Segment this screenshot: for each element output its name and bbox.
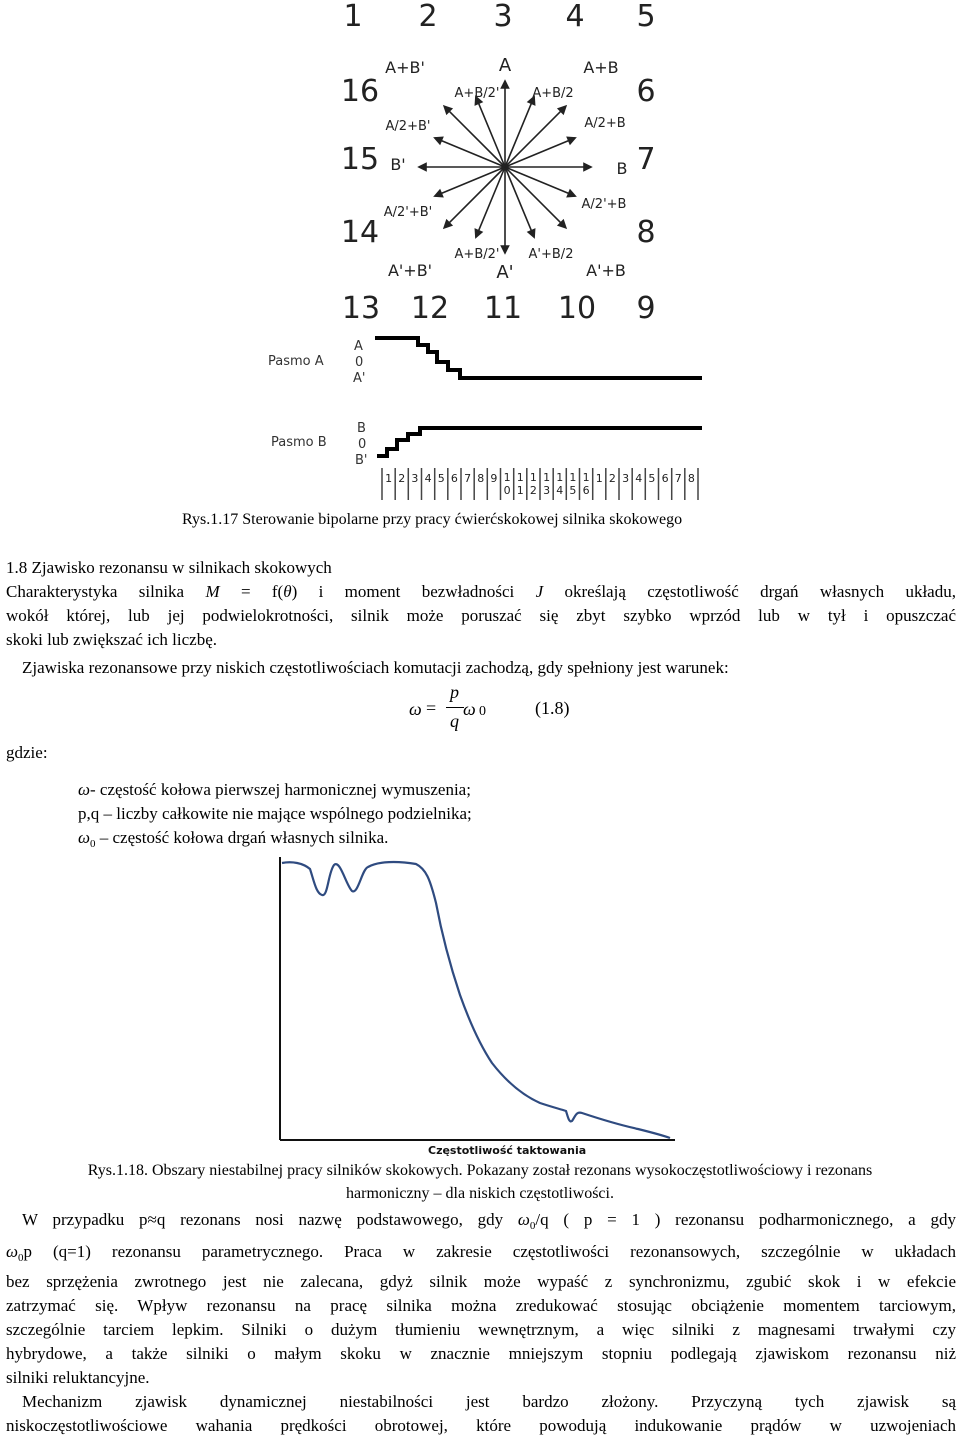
where-label: gdzie: (6, 743, 48, 762)
ray-arrowhead (435, 137, 443, 143)
subscript: 0 (18, 1252, 24, 1264)
ray-label: A+B' (385, 58, 425, 77)
ray-label: A/2+B (584, 116, 626, 131)
step-number-11: 11 (483, 291, 523, 326)
ray-label: A/2'+B' (383, 205, 433, 220)
equation-omega: ω (409, 699, 422, 719)
section-heading: 1.8 Zjawisko rezonansu w silnikach skokowych (6, 558, 332, 577)
symbol-omega: ω (6, 1242, 19, 1261)
stability-curve-figure (270, 855, 690, 1160)
phase-b-name: Pasmo B (271, 435, 327, 450)
text-fragment: /q ( p = 1 ) rezonansu podharmonicznego, a gdy (535, 1210, 956, 1229)
step-index-digit: 6 (450, 472, 458, 485)
step-index-digit: 1 (582, 471, 590, 484)
step-index-digit: 5 (569, 484, 577, 497)
phase-b-level-bottom: B' (355, 453, 368, 468)
stability-curve (282, 862, 670, 1138)
x-axis-label: Częstotliwość taktowania (428, 1144, 587, 1157)
step-index-digit: 3 (622, 472, 630, 485)
phase-a-level-bottom: A' (353, 371, 366, 386)
figure-2-caption-line-1: Rys.1.18. Obszary niestabilnej pracy silników skokowych. Pokazany został rezonans wysokoczęstotliwościowy i rezonans (87, 1162, 873, 1179)
body-line-3: bez sprzężenia zwrotnego jest nie zalecana, gdyż silnik może wypaść z synchronizmu, zgubić skok i w efekcie (6, 1272, 956, 1291)
paragraph-1-line-1 (6, 580, 956, 603)
ray-line (444, 167, 505, 228)
step-index-digit: 1 (595, 472, 603, 485)
ray-label: A+B (583, 58, 619, 77)
step-number-10: 10 (557, 291, 597, 326)
step-index-digit: 4 (424, 472, 432, 485)
step-index-digit: 4 (635, 472, 643, 485)
text-fragment: q rezonans nosi nazwę podstawowego, gdy (156, 1210, 518, 1229)
ray-label: A'+B/2 (528, 247, 574, 262)
step-index-digit: 3 (411, 472, 419, 485)
step-index-digit: 2 (529, 484, 537, 497)
subscript: 0 (90, 838, 96, 850)
text-fragment: Charakterystyka silnika (6, 582, 206, 601)
figure-1-caption: Rys.1.17 Sterowanie bipolarne przy pracy ćwierćskokowej silnika skokowego (182, 511, 683, 528)
equation-1-8 (0, 680, 960, 736)
ray-label: A' (496, 262, 514, 283)
equation-subscript: 0 (479, 704, 486, 719)
step-sequence-figure (0, 0, 960, 510)
definition-omega (78, 778, 948, 801)
text-fragment: = f( (219, 582, 284, 601)
step-index-digit: 3 (543, 484, 551, 497)
step-index-digit: 1 (503, 471, 511, 484)
step-index-digit: 1 (529, 471, 537, 484)
ray-arrowhead (567, 137, 575, 143)
text-fragment: - częstość kołowa pierwszej harmonicznej wymuszenia; (90, 780, 471, 799)
step-number-2: 2 (418, 0, 438, 34)
step-index-digit: 6 (661, 472, 669, 485)
phase-b-level-top: B (357, 421, 366, 436)
symbol-j: J (535, 582, 544, 601)
step-index-digit: 6 (582, 484, 590, 497)
body-line-8: Mechanizm zjawisk dynamicznej niestabilności jest bardzo złożony. Przyczyną tych zjawisk są (22, 1392, 956, 1411)
step-number-1: 1 (343, 0, 363, 34)
ray-label: A (498, 55, 512, 76)
body-line-4: zatrzymać się. Wpływ rezonansu na pracę silnika można zredukować stosując obciążenie momentem tarciowym, (6, 1296, 956, 1315)
ray-arrowhead (502, 246, 509, 253)
text-fragment: ) i moment bezwładności (291, 582, 536, 601)
phase-a-level-mid: 0 (355, 355, 364, 370)
symbol-omega: ω (517, 1210, 530, 1229)
symbol-omega: ω (78, 828, 91, 847)
step-index-digit: 8 (687, 472, 695, 485)
ray-line (505, 167, 566, 228)
step-index-digit: 1 (516, 484, 524, 497)
step-index-strip (382, 468, 698, 500)
ray-arrowhead (475, 229, 481, 237)
definition-pq: p,q – liczby całkowite nie mające wspólnego podzielnika; (78, 804, 472, 823)
step-index-digit: 7 (674, 472, 682, 485)
phase-a-level-top: A (354, 339, 363, 354)
phase-a-name: Pasmo A (268, 354, 324, 369)
ray-arrowhead (502, 81, 509, 88)
step-index-digit: 1 (543, 471, 551, 484)
fraction-bar (446, 707, 464, 708)
phase-b-waveform (377, 428, 702, 456)
ray-label: A'+B (586, 261, 626, 280)
phase-a-waveform (375, 338, 702, 378)
step-index-digit: 5 (648, 472, 656, 485)
star-rays (419, 81, 591, 253)
ray-arrowhead (528, 229, 534, 237)
ray-line (444, 106, 505, 167)
equation-denominator: q (450, 711, 459, 731)
step-index-digit: 1 (516, 471, 524, 484)
subscript: 0 (529, 1220, 536, 1232)
ray-arrowhead (584, 164, 591, 171)
body-line-1 (22, 1208, 956, 1238)
text-fragment: W przypadku p (22, 1210, 148, 1229)
ray-arrowhead (419, 164, 426, 171)
paragraph-1-line-3: skoki lub zwiększać ich liczbę. (6, 630, 218, 649)
step-number-5: 5 (636, 0, 656, 34)
symbol-omega: ω (78, 780, 91, 799)
equation-equals: = (426, 698, 437, 718)
step-index-digit: 8 (477, 472, 485, 485)
step-number-3: 3 (493, 0, 513, 34)
step-number-7: 7 (636, 142, 656, 177)
step-index-digit: 0 (503, 484, 511, 497)
ray-line (505, 106, 566, 167)
step-index-digit: 4 (556, 484, 564, 497)
step-number-9: 9 (636, 291, 656, 326)
step-number-6: 6 (636, 74, 656, 109)
ray-label: A+B/2 (532, 86, 574, 101)
symbol-theta: θ (283, 582, 292, 601)
text-fragment: określają częstotliwość drgań własnych układu, (543, 582, 956, 601)
step-index-digit: 1 (556, 471, 564, 484)
symbol-m: M (205, 582, 220, 601)
body-line-2 (6, 1240, 956, 1270)
step-index-digit: 2 (398, 472, 406, 485)
body-line-9: niskoczęstotliwościowe wahania prędkości obrotowej, które powodują indukowanie prądów w uzwojeniach (6, 1416, 956, 1435)
ray-label: A'+B' (387, 261, 433, 280)
equation-numerator: p (450, 682, 459, 702)
body-line-7: silniki reluktancyjne. (6, 1368, 150, 1387)
step-number-4: 4 (565, 0, 585, 34)
body-line-6: hybrydowe, a także silniki o małym skoku w znacznie mniejszym stopniu podlegają zjawiskom rezonansu niż (6, 1344, 956, 1363)
ray-label: A+B/2' (454, 247, 500, 262)
step-number-13: 13 (341, 291, 381, 326)
step-index-digit: 1 (385, 472, 393, 485)
step-number-14: 14 (340, 215, 380, 250)
body-line-5: szczególnie tarciem lepkim. Silniki o dużym tłumieniu wewnętrznym, a więc silniki z magnesami trwałymi czy (6, 1320, 956, 1339)
text-fragment: p (q=1) rezonansu parametrycznego. Praca w zakresie częstotliwości rezonansowych, szczególnie w układach (23, 1242, 956, 1261)
step-index-digit: 9 (490, 472, 498, 485)
ray-arrowhead (435, 190, 443, 196)
step-number-8: 8 (636, 215, 656, 250)
ray-label: B (616, 159, 628, 178)
ray-label: A/2'+B (581, 197, 627, 212)
ray-arrowhead (567, 190, 575, 196)
equation-number: (1.8) (535, 698, 570, 718)
figure-2-caption-line-2: harmoniczny – dla niskich częstotliwości. (346, 1185, 614, 1202)
equation-omega-0: ω (463, 699, 476, 719)
step-index-digit: 7 (464, 472, 472, 485)
step-index-digit: 2 (608, 472, 616, 485)
paragraph-2: Zjawiska rezonansowe przy niskich częstotliwościach komutacji zachodzą, gdy spełniony jest warunek: (22, 658, 729, 677)
phase-b-level-mid: 0 (358, 437, 367, 452)
ray-label: B' (390, 155, 406, 174)
step-number-15: 15 (340, 142, 380, 177)
step-number-16: 16 (340, 74, 380, 109)
definition-omega-0 (78, 826, 948, 856)
text-fragment: – częstość kołowa drgań własnych silnika. (95, 828, 389, 847)
step-number-12: 12 (410, 291, 450, 326)
step-index-digit: 5 (437, 472, 445, 485)
paragraph-1-line-2: wokół której, lub jej podwielokrotności, silnik może poruszać się zbyt szybko wprzód lub w tył i opuszczać (6, 606, 956, 625)
ray-label: A+B/2' (454, 86, 500, 101)
step-index-digit: 1 (569, 471, 577, 484)
ray-label: A/2+B' (385, 119, 431, 134)
approx-sign: ≈ (147, 1210, 157, 1229)
